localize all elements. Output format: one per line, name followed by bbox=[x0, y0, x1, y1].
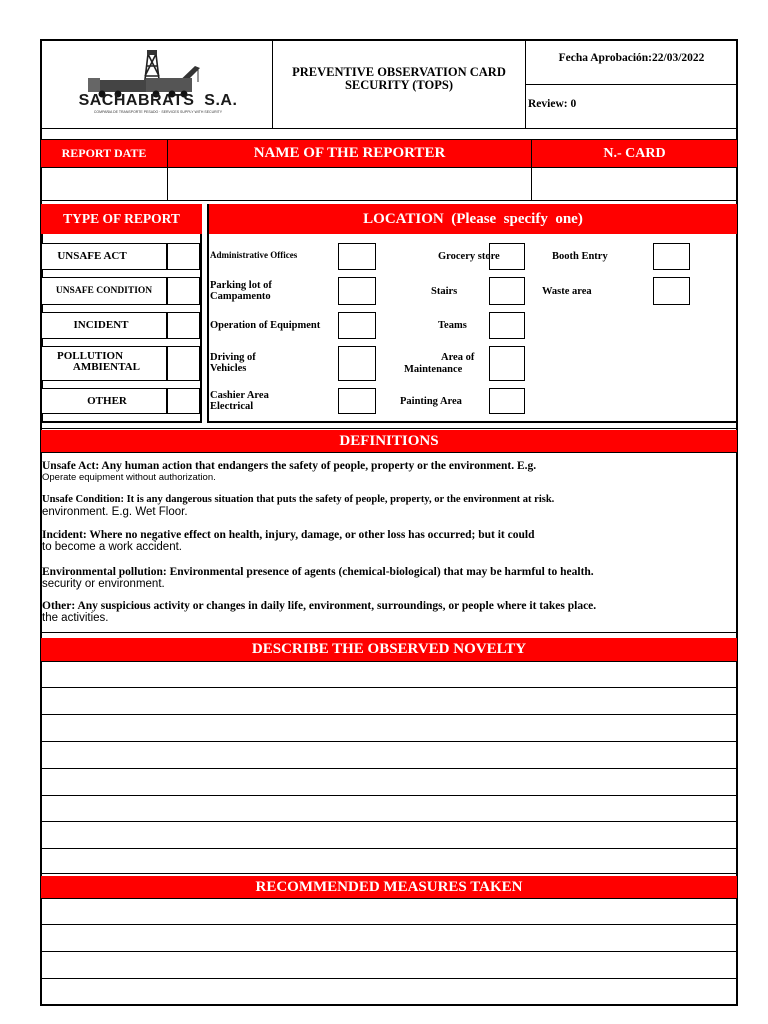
checkbox-unsafe-condition[interactable] bbox=[167, 277, 200, 305]
form-title-line1: PREVENTIVE OBSERVATION CARD bbox=[292, 65, 506, 79]
novelty-line bbox=[41, 795, 737, 796]
type-of-report-heading: TYPE OF REPORT bbox=[41, 204, 202, 234]
novelty-line bbox=[41, 768, 737, 769]
checkbox-waste-area[interactable] bbox=[653, 277, 690, 305]
measures-line bbox=[41, 951, 737, 952]
novelty-line bbox=[41, 873, 737, 874]
location-panel bbox=[207, 204, 737, 423]
checkbox-booth-entry[interactable] bbox=[653, 243, 690, 270]
checkbox-cashier-area[interactable] bbox=[338, 388, 376, 414]
location-maintenance-line1: Area of bbox=[441, 352, 475, 363]
type-label-pollution: POLLUTION AMBIENTAL bbox=[57, 350, 140, 373]
definition-unsafe-condition-extra: environment. E.g. Wet Floor. bbox=[42, 506, 188, 518]
definitions-heading: DEFINITIONS bbox=[41, 430, 737, 452]
location-waste-area: Waste area bbox=[542, 286, 592, 297]
novelty-line bbox=[41, 821, 737, 822]
checkbox-incident[interactable] bbox=[167, 312, 200, 339]
definition-environmental-pollution bbox=[42, 566, 732, 590]
definition-incident bbox=[42, 529, 732, 553]
checkbox-painting-area[interactable] bbox=[489, 388, 525, 414]
measures-line bbox=[41, 924, 737, 925]
checkbox-parking-lot[interactable] bbox=[338, 277, 376, 305]
card-number-label: N.- CARD bbox=[532, 140, 737, 167]
review-number: Review: 0 bbox=[528, 98, 577, 110]
definition-other-text: Other: Any suspicious activity or changes in daily life, environment, surroundings, or people where it takes place. bbox=[42, 600, 597, 612]
checkbox-operation-equipment[interactable] bbox=[338, 312, 376, 339]
company-logo bbox=[60, 48, 255, 120]
checkbox-administrative-offices[interactable] bbox=[338, 243, 376, 270]
novelty-line bbox=[41, 848, 737, 849]
measures-heading: RECOMMENDED MEASURES TAKEN bbox=[41, 876, 737, 898]
location-maintenance-line2: Maintenance bbox=[404, 364, 463, 375]
type-label-incident: INCIDENT bbox=[73, 319, 129, 331]
reporter-name-field[interactable] bbox=[168, 168, 530, 200]
definition-other bbox=[42, 600, 732, 624]
form-title-line2: SECURITY (TOPS) bbox=[344, 78, 453, 92]
definition-incident-text: Incident: Where no negative effect on health, injury, damage, or other loss has occurred; but it could bbox=[42, 529, 535, 541]
definition-unsafe-act bbox=[42, 460, 732, 483]
checkbox-other[interactable] bbox=[167, 388, 200, 414]
type-label-unsafe-condition: UNSAFE CONDITION bbox=[55, 285, 153, 296]
checkbox-teams[interactable] bbox=[489, 312, 525, 339]
location-parking-lot: Parking lot of Campamento bbox=[210, 280, 272, 302]
approval-date: Fecha Aprobación:22/03/2022 bbox=[558, 52, 705, 64]
location-painting-area: Painting Area bbox=[400, 396, 462, 407]
reporter-name-label: NAME OF THE REPORTER bbox=[168, 140, 531, 167]
report-date-field[interactable] bbox=[42, 168, 166, 200]
novelty-lines[interactable] bbox=[41, 662, 737, 874]
definition-unsafe-condition-text: Unsafe Condition: It is any dangerous situation that puts the safety of people, property, or the environment at risk. bbox=[42, 494, 555, 505]
definition-environmental-pollution-text: Environmental pollution: Environmental presence of agents (chemical-biological) that may be harmful to health. bbox=[42, 566, 594, 578]
definition-unsafe-act-extra: Operate equipment without authorization. bbox=[42, 472, 216, 483]
location-administrative-offices: Administrative Offices bbox=[210, 250, 298, 260]
definition-unsafe-act-text: Unsafe Act: Any human action that endangers the safety of people, property or the environment. E.g. bbox=[42, 460, 537, 472]
company-name: SACHABRATS S.A. bbox=[78, 92, 238, 109]
definition-environmental-pollution-extra: security or environment. bbox=[42, 578, 165, 590]
checkbox-driving-vehicles[interactable] bbox=[338, 346, 376, 381]
location-teams: Teams bbox=[438, 320, 467, 331]
definition-incident-extra: to become a work accident. bbox=[42, 541, 182, 553]
location-operation-equipment: Operation of Equipment bbox=[210, 320, 321, 331]
location-grocery-store: Grocery store bbox=[438, 251, 500, 262]
location-cashier-area: Cashier Area Electrical bbox=[210, 390, 269, 412]
location-driving-vehicles: Driving of Vehicles bbox=[210, 352, 256, 374]
report-date-label: REPORT DATE bbox=[41, 140, 167, 167]
definition-other-extra: the activities. bbox=[42, 612, 109, 624]
location-heading: LOCATION (Please specify one) bbox=[209, 204, 737, 234]
card-number-field[interactable] bbox=[532, 168, 736, 200]
type-label-other: OTHER bbox=[87, 394, 127, 407]
novelty-line bbox=[41, 714, 737, 715]
company-tagline: COMPAÑIA DE TRANSPORTE PESADO · SERVICES SUPPLY WITH SECURITY bbox=[93, 110, 223, 114]
novelty-line bbox=[41, 687, 737, 688]
measures-line bbox=[41, 978, 737, 979]
definition-unsafe-condition bbox=[42, 494, 732, 518]
location-stairs: Stairs bbox=[431, 286, 458, 297]
location-booth-entry: Booth Entry bbox=[552, 251, 608, 262]
checkbox-unsafe-act[interactable] bbox=[167, 243, 200, 270]
type-label-unsafe-act: UNSAFE ACT bbox=[57, 250, 127, 262]
novelty-heading: DESCRIBE THE OBSERVED NOVELTY bbox=[41, 638, 737, 661]
checkbox-maintenance[interactable] bbox=[489, 346, 525, 381]
novelty-line bbox=[41, 741, 737, 742]
measures-lines[interactable] bbox=[41, 899, 737, 1004]
checkbox-stairs[interactable] bbox=[489, 277, 525, 305]
form-title bbox=[273, 66, 525, 92]
checkbox-pollution[interactable] bbox=[167, 346, 200, 381]
